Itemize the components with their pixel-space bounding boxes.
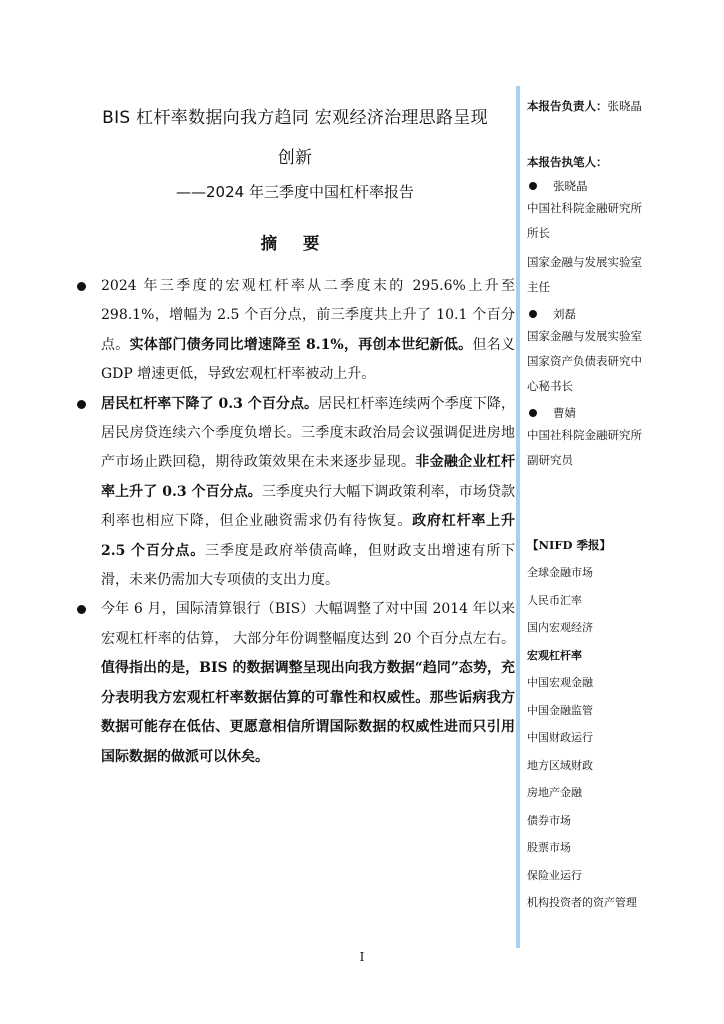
sidebar-divider <box>516 86 520 948</box>
bullet-item <box>75 272 515 390</box>
report-lead <box>527 96 717 116</box>
author-name: 张晓晶 <box>527 176 717 196</box>
lead-name: 张晓晶 <box>607 99 642 113</box>
author-affiliation <box>527 196 657 300</box>
abstract-heading: 摘 要 <box>260 234 330 253</box>
bullet-item <box>75 390 515 596</box>
bullet-text: 今年 6 月，国际清算银行（BIS）大幅调整了对中国 2014 年以来宏观杠杆率的估算， 大部分年份调整幅度达到 20 个百分点左右。 <box>101 601 515 647</box>
title-line-1: BIS 杠杆率数据向我方趋同 宏观经济治理思路呈现 <box>102 108 488 128</box>
affiliation-line: 中国社科院金融研究所 <box>527 201 642 215</box>
lead-label: 本报告负责人： <box>527 99 608 113</box>
series-item: 中国宏观金融 <box>527 676 593 689</box>
series-item: 债券市场 <box>527 813 571 827</box>
series-item: 保险业运行 <box>527 868 582 882</box>
series-item: 国内宏观经济 <box>527 621 593 634</box>
affiliation-line: 副研究员 <box>527 453 573 467</box>
page-number: I <box>359 950 365 964</box>
series-item: 全球金融市场 <box>527 566 593 579</box>
series-item: 股票市场 <box>527 841 571 854</box>
bullet-bold-text: 政府杠杆率上升 2.5 个百分点。 <box>101 513 516 559</box>
bullet-bold-text: 值得指出的是，BIS 的数据调整呈现出向我方数据“趋同”态势，充分表明我方宏观杠杆率数据估算的可靠性和权威性。那些诟病我方数据可能存在低估、更愿意相信所谓国际数据的权威性进而只引用国际数据的做派可以休矣。 <box>101 660 515 765</box>
author-affiliation <box>527 423 657 473</box>
bullet-text: 2024 年三季度的宏观杠杆率从二季度末的 295.6%上升至 298.1%，增幅为 2.5 个百分点，前三季度共上升了 10.1 个百分点。 <box>101 278 515 353</box>
series-item: 中国金融监管 <box>527 703 593 717</box>
bullet-text: 居民杠杆率连续两个季度下降，居民房贷连续六个季度负增长。三季度末政治局会议强调促进房地产市场止跌回稳，期待政策效果在未来逐步显现。 <box>101 395 516 471</box>
series-list <box>527 559 717 917</box>
affiliation-line: 中国社科院金融研究所 <box>527 428 642 442</box>
affiliation-line: 国家资产负债表研究中 <box>527 354 642 368</box>
series-item: 房地产金融 <box>527 786 582 799</box>
abstract-bullets <box>75 272 515 772</box>
affiliation-line: 心秘书长 <box>527 379 573 393</box>
bullet-text: 三季度是政府举债高峰，但财政支出增速有所下滑，未来仍需加大专项债的支出力度。 <box>101 542 516 589</box>
author-affiliation <box>527 324 657 399</box>
bullet-text: 三季度央行大幅下调政策利率，市场贷款利率也相应下降，但企业融资需求仍有待恢复。 <box>101 483 516 530</box>
affiliation-line: 国家金融与发展实验室 <box>527 255 642 269</box>
affiliation-line: 所长 <box>527 226 550 240</box>
main-content <box>75 98 515 772</box>
author-name: 刘磊 <box>527 304 717 324</box>
bullet-bold-text: 实体部门债务同比增速降至 8.1%，再创本世纪新低。 <box>129 336 473 353</box>
bullet-bold-text: 非金融企业杠杆率上升了 0.3 个百分点。 <box>101 454 516 500</box>
bullet-bold-text: 居民杠杆率下降了 0.3 个百分点。 <box>101 395 319 412</box>
author-name: 曹婧 <box>527 403 717 423</box>
series-item: 地方区域财政 <box>527 758 593 772</box>
bullet-text: 但名义 GDP 增速更低，导致宏观杠杆率被动上升。 <box>101 336 516 383</box>
series-item: 人民币汇率 <box>527 593 582 607</box>
report-title <box>75 98 515 178</box>
series-title: 【NIFD 季报】 <box>527 538 612 552</box>
report-subtitle: ——2024 年三季度中国杠杆率报告 <box>176 183 414 201</box>
series-item-current: 宏观杠杆率 <box>527 648 582 662</box>
affiliation-line: 国家金融与发展实验室 <box>527 329 642 343</box>
series-item: 机构投资者的资产管理 <box>527 896 637 909</box>
authors-label: 本报告执笔人： <box>527 155 608 169</box>
bullet-item <box>75 595 515 771</box>
series-item: 中国财政运行 <box>527 731 593 744</box>
sidebar <box>527 96 717 917</box>
affiliation-line: 主任 <box>527 280 550 294</box>
title-line-2: 创新 <box>277 148 313 168</box>
